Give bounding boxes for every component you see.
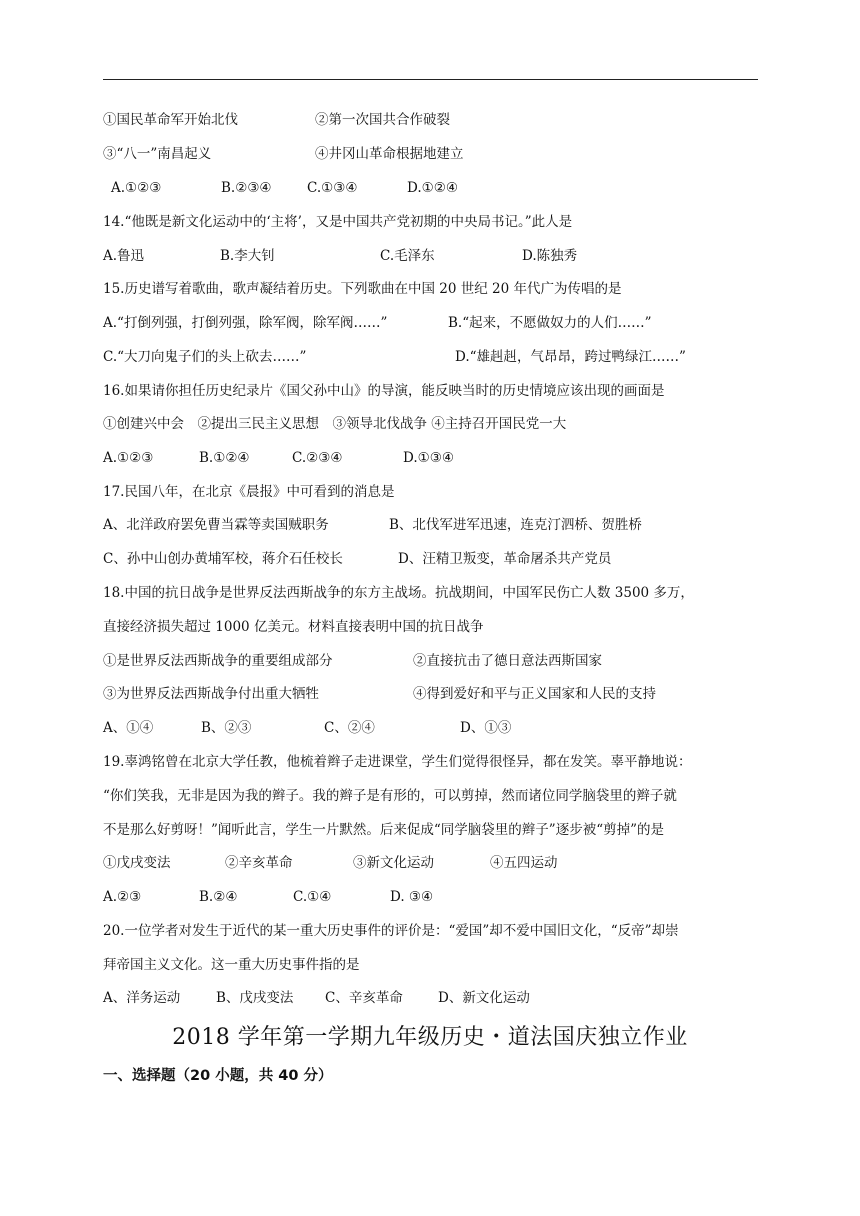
q13-items-row-2 [103, 144, 464, 164]
q17-option-d: D、汪精卫叛变，革命屠杀共产党员 [398, 551, 612, 567]
q16-option-b: B.①②④ [199, 450, 250, 466]
q14-option-a: A.鲁迅 [103, 248, 145, 264]
q20-option-c: C、辛亥革命 [325, 990, 403, 1006]
q18-item-4: ④得到爱好和平与正义国家和人民的支持 [413, 686, 656, 702]
q14-option-b: B.李大钊 [220, 248, 275, 264]
q17-option-a: A、北洋政府罢免曹当霖等卖国贼职务 [103, 517, 329, 533]
q13-options [111, 178, 458, 198]
q19-item-2: ②辛亥革命 [225, 855, 293, 871]
q20-option-d: D、新文化运动 [438, 990, 530, 1006]
q20-stem-line-2: 拜帝国主义文化。这一重大历史事件指的是 [103, 957, 360, 973]
q16-items: ①创建兴中会 ②提出三民主义思想 ③领导北伐战争 ④主持召开国民党一大 [103, 416, 567, 432]
q19-options [103, 887, 433, 907]
q16-stem: 16.如果请你担任历史纪录片《国父孙中山》的导演，能反映当时的历史情境应该出现的画面是 [103, 383, 665, 399]
q18-options [103, 718, 511, 738]
q19-option-b: B.②④ [199, 889, 238, 905]
q14-stem: 14.“他既是新文化运动中的‘主将’，又是中国共产党初期的中央局书记。”此人是 [103, 214, 573, 230]
q13-item-4: ④井冈山革命根据地建立 [315, 146, 464, 162]
q19-option-c: C.①④ [293, 889, 332, 905]
q18-item-1: ①是世界反法西斯战争的重要组成部分 [103, 653, 333, 669]
q16-option-d: D.①③④ [403, 450, 454, 466]
q16-option-c: C.②③④ [292, 450, 343, 466]
q18-option-b: B、②③ [201, 720, 252, 736]
q15-stem: 15.历史谱写着歌曲，歌声凝结着历史。下列歌曲在中国 20 世纪 20 年代广为传唱的是 [103, 281, 622, 297]
q18-items-row-2 [103, 684, 656, 704]
q18-option-c: C、②④ [324, 720, 375, 736]
q18-item-2: ②直接抗击了德日意法西斯国家 [413, 653, 602, 669]
q18-option-d: D、①③ [460, 720, 512, 736]
q19-option-d: D. ③④ [390, 889, 434, 905]
q13-item-3: ③“八一”南昌起义 [103, 146, 212, 162]
q20-option-b: B、戊戌变法 [216, 990, 294, 1006]
q16-options [103, 448, 454, 468]
q20-stem-line-1: 20.一位学者对发生于近代的某一重大历史事件的评价是：“爱国”却不爱中国旧文化，“反帝”却崇 [103, 923, 679, 939]
q16-option-a: A.①②③ [103, 450, 154, 466]
q15-options-row-2 [103, 347, 686, 367]
q14-option-c: C.毛泽东 [380, 248, 435, 264]
q13-item-1: ①国民革命军开始北伐 [103, 112, 238, 128]
q13-option-d: D.①②④ [407, 180, 458, 196]
q14-option-d: D.陈独秀 [522, 248, 578, 264]
q19-option-a: A.②③ [103, 889, 142, 905]
q19-item-1: ①戊戌变法 [103, 855, 171, 871]
q18-stem-line-1: 18.中国的抗日战争是世界反法西斯战争的东方主战场。抗战期间，中国军民伤亡人数 3500 多万， [103, 585, 694, 601]
q17-options-row-1 [103, 515, 642, 535]
q19-stem-line-2: “你们笑我，无非是因为我的辫子。我的辫子是有形的，可以剪掉，然而诸位同学脑袋里的辫子就 [103, 788, 677, 804]
q19-stem-line-3: 不是那么好剪呀！”闻听此言，学生一片默然。后来促成“同学脑袋里的辫子”逐步被“剪掉”的是 [103, 822, 665, 838]
q14-options [103, 246, 577, 266]
q15-option-c: C.“大刀向鬼子们的头上砍去……” [103, 349, 307, 365]
header-rule [103, 79, 758, 80]
q20-options [103, 988, 530, 1008]
q13-item-2: ②第一次国共合作破裂 [315, 112, 450, 128]
q13-option-a: A.①②③ [111, 180, 162, 196]
page-title: 2018 学年第一学期九年级历史・道法国庆独立作业 [172, 1025, 688, 1050]
q13-items-row-1 [103, 110, 450, 130]
q18-option-a: A、①④ [103, 720, 154, 736]
q15-option-b: B.“起来，不愿做奴力的人们……” [448, 315, 652, 331]
section-heading: 一、选择题（20 小题，共 40 分） [103, 1068, 333, 1084]
q15-options-row-1 [103, 313, 652, 333]
q18-item-3: ③为世界反法西斯战争付出重大牺牲 [103, 686, 319, 702]
q19-item-4: ④五四运动 [490, 855, 558, 871]
q15-option-d: D.“雄赳赳，气昂昂，跨过鸭绿江……” [455, 349, 686, 365]
q18-items-row-1 [103, 651, 602, 671]
q17-options-row-2 [103, 549, 611, 569]
q18-stem-line-2: 直接经济损失超过 1000 亿美元。材料直接表明中国的抗日战争 [103, 619, 484, 635]
q19-stem-line-1: 19.辜鸿铭曾在北京大学任教，他梳着辫子走进课堂，学生们觉得很怪异，都在发笑。辜平静地说： [103, 754, 692, 770]
q19-item-3: ③新文化运动 [353, 855, 434, 871]
q17-option-c: C、孙中山创办黄埔军校，蒋介石任校长 [103, 551, 343, 567]
q13-option-b: B.②③④ [221, 180, 272, 196]
q17-stem: 17.民国八年，在北京《晨报》中可看到的消息是 [103, 484, 395, 500]
q17-option-b: B、北伐军进军迅速，连克汀泗桥、贺胜桥 [389, 517, 642, 533]
q19-items [103, 853, 558, 873]
q13-option-c: C.①③④ [307, 180, 358, 196]
q15-option-a: A.“打倒列强，打倒列强，除军阀，除军阀……” [103, 315, 388, 331]
q20-option-a: A、洋务运动 [103, 990, 181, 1006]
